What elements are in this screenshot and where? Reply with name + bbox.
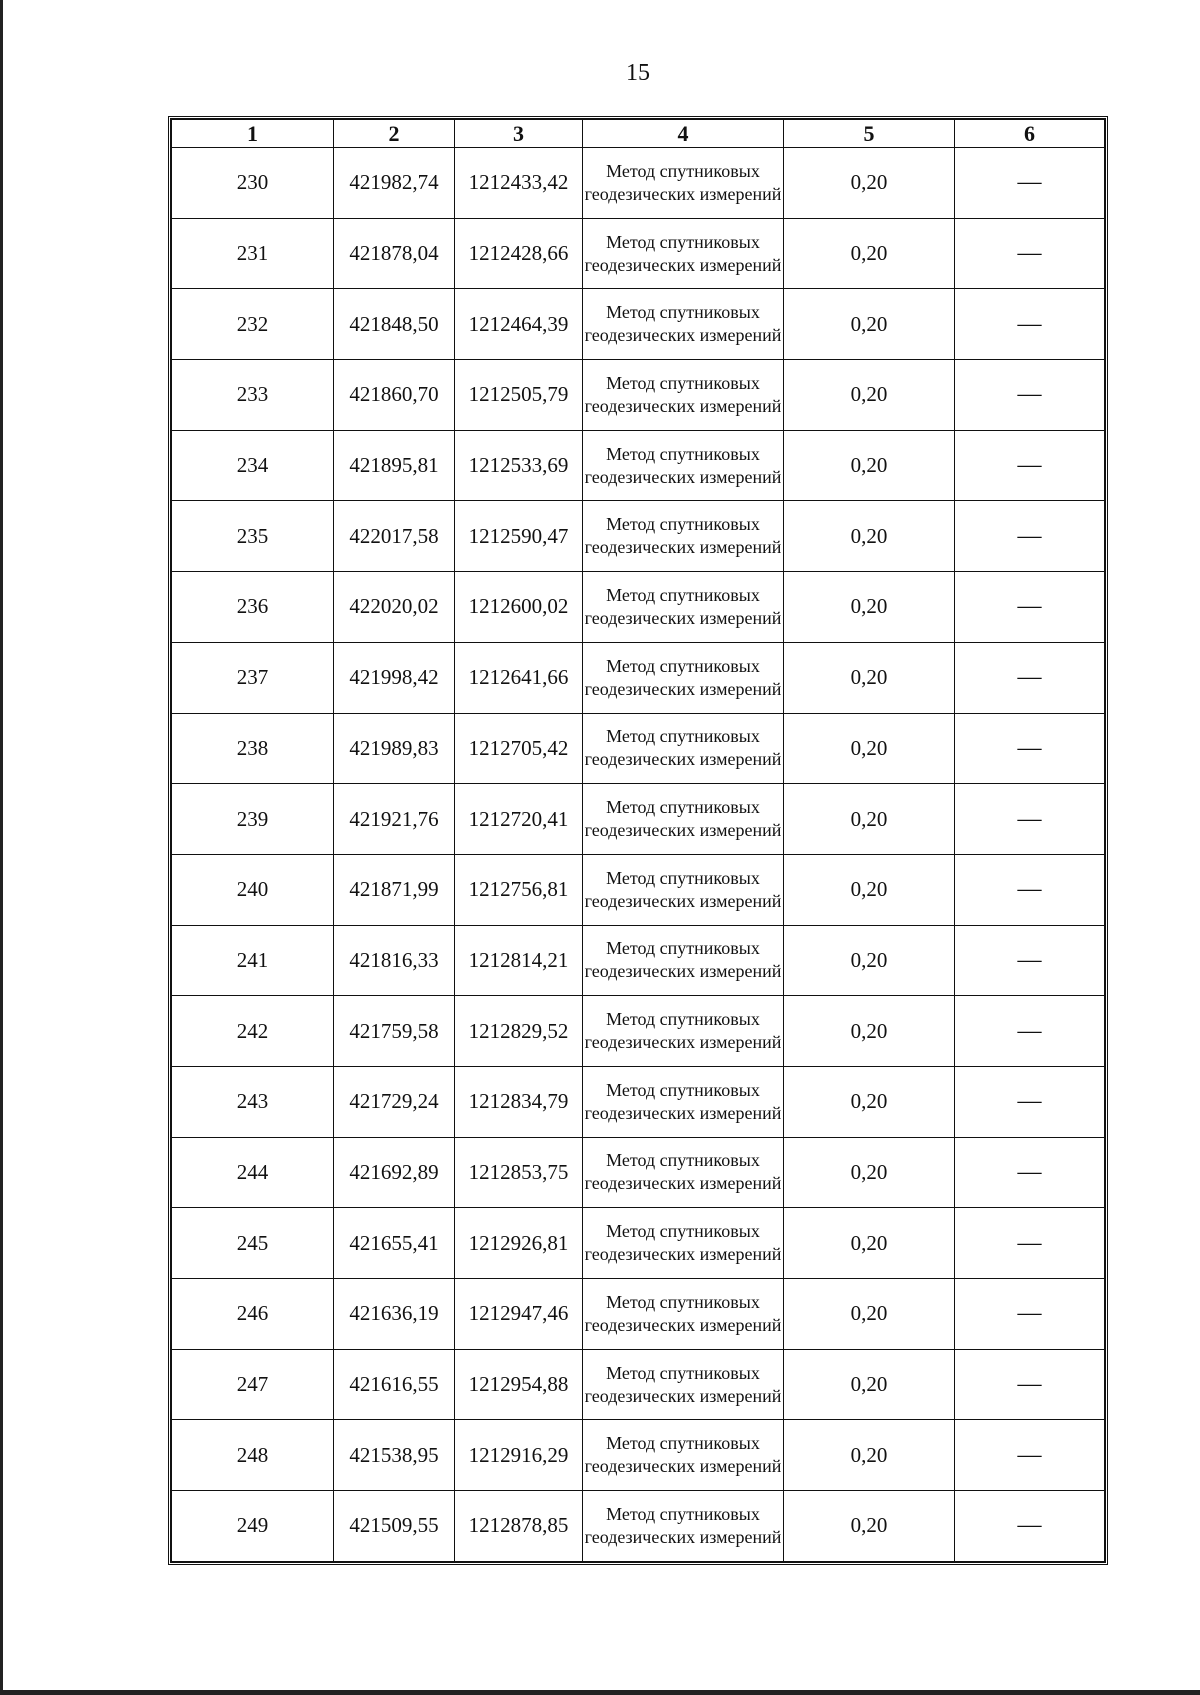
cell-coordinate-y: 1212878,85 bbox=[455, 1491, 583, 1562]
cell-point-number: 243 bbox=[172, 1066, 334, 1137]
cell-coordinate-x: 421509,55 bbox=[334, 1491, 455, 1562]
cell-accuracy: 0,20 bbox=[784, 1279, 955, 1350]
table-row bbox=[172, 572, 1105, 643]
cell-point-number: 241 bbox=[172, 925, 334, 996]
cell-note: — bbox=[955, 1420, 1105, 1491]
cell-accuracy: 0,20 bbox=[784, 289, 955, 360]
cell-accuracy: 0,20 bbox=[784, 360, 955, 431]
table-row bbox=[172, 218, 1105, 289]
cell-method: Метод спутниковых геодезических измерений bbox=[583, 1491, 784, 1562]
column-header-2: 2 bbox=[334, 120, 455, 148]
cell-accuracy: 0,20 bbox=[784, 501, 955, 572]
cell-accuracy: 0,20 bbox=[784, 218, 955, 289]
cell-coordinate-y: 1212756,81 bbox=[455, 854, 583, 925]
cell-coordinate-x: 421538,95 bbox=[334, 1420, 455, 1491]
table-row bbox=[172, 148, 1105, 219]
cell-note: — bbox=[955, 1208, 1105, 1279]
column-header-5: 5 bbox=[784, 120, 955, 148]
cell-coordinate-x: 421655,41 bbox=[334, 1208, 455, 1279]
cell-point-number: 244 bbox=[172, 1137, 334, 1208]
cell-coordinate-x: 421692,89 bbox=[334, 1137, 455, 1208]
cell-point-number: 239 bbox=[172, 784, 334, 855]
table-row bbox=[172, 1491, 1105, 1562]
cell-accuracy: 0,20 bbox=[784, 713, 955, 784]
cell-coordinate-x: 422017,58 bbox=[334, 501, 455, 572]
cell-method: Метод спутниковых геодезических измерений bbox=[583, 1137, 784, 1208]
cell-note: — bbox=[955, 1137, 1105, 1208]
cell-note: — bbox=[955, 572, 1105, 643]
cell-note: — bbox=[955, 430, 1105, 501]
table-row bbox=[172, 360, 1105, 431]
cell-accuracy: 0,20 bbox=[784, 925, 955, 996]
cell-coordinate-y: 1212926,81 bbox=[455, 1208, 583, 1279]
cell-note: — bbox=[955, 642, 1105, 713]
cell-note: — bbox=[955, 1491, 1105, 1562]
coordinates-table bbox=[171, 119, 1105, 1562]
cell-method: Метод спутниковых геодезических измерений bbox=[583, 1420, 784, 1491]
cell-method: Метод спутниковых геодезических измерений bbox=[583, 1349, 784, 1420]
table-row bbox=[172, 289, 1105, 360]
cell-point-number: 238 bbox=[172, 713, 334, 784]
cell-accuracy: 0,20 bbox=[784, 1208, 955, 1279]
cell-coordinate-x: 421816,33 bbox=[334, 925, 455, 996]
cell-coordinate-x: 421982,74 bbox=[334, 148, 455, 219]
cell-point-number: 245 bbox=[172, 1208, 334, 1279]
cell-coordinate-y: 1212505,79 bbox=[455, 360, 583, 431]
cell-coordinate-y: 1212641,66 bbox=[455, 642, 583, 713]
cell-method: Метод спутниковых геодезических измерений bbox=[583, 925, 784, 996]
cell-note: — bbox=[955, 784, 1105, 855]
cell-point-number: 247 bbox=[172, 1349, 334, 1420]
table-row bbox=[172, 996, 1105, 1067]
cell-coordinate-y: 1212829,52 bbox=[455, 996, 583, 1067]
cell-point-number: 240 bbox=[172, 854, 334, 925]
table-row bbox=[172, 1066, 1105, 1137]
cell-coordinate-x: 421878,04 bbox=[334, 218, 455, 289]
coordinates-table-frame bbox=[168, 116, 1108, 1565]
table-row bbox=[172, 784, 1105, 855]
cell-method: Метод спутниковых геодезических измерений bbox=[583, 218, 784, 289]
cell-coordinate-y: 1212600,02 bbox=[455, 572, 583, 643]
cell-accuracy: 0,20 bbox=[784, 1137, 955, 1208]
cell-method: Метод спутниковых геодезических измерений bbox=[583, 854, 784, 925]
cell-note: — bbox=[955, 1279, 1105, 1350]
cell-method: Метод спутниковых геодезических измерений bbox=[583, 1208, 784, 1279]
column-header-4: 4 bbox=[583, 120, 784, 148]
cell-coordinate-y: 1212916,29 bbox=[455, 1420, 583, 1491]
cell-method: Метод спутниковых геодезических измерений bbox=[583, 289, 784, 360]
table-row bbox=[172, 1208, 1105, 1279]
cell-coordinate-y: 1212834,79 bbox=[455, 1066, 583, 1137]
column-header-1: 1 bbox=[172, 120, 334, 148]
table-row bbox=[172, 1420, 1105, 1491]
cell-method: Метод спутниковых геодезических измерений bbox=[583, 1066, 784, 1137]
cell-accuracy: 0,20 bbox=[784, 854, 955, 925]
cell-coordinate-y: 1212428,66 bbox=[455, 218, 583, 289]
cell-method: Метод спутниковых геодезических измерений bbox=[583, 572, 784, 643]
cell-coordinate-x: 421759,58 bbox=[334, 996, 455, 1067]
table-body bbox=[172, 148, 1105, 1562]
cell-coordinate-x: 421616,55 bbox=[334, 1349, 455, 1420]
cell-accuracy: 0,20 bbox=[784, 1491, 955, 1562]
cell-coordinate-y: 1212533,69 bbox=[455, 430, 583, 501]
cell-point-number: 235 bbox=[172, 501, 334, 572]
column-header-6: 6 bbox=[955, 120, 1105, 148]
cell-coordinate-y: 1212433,42 bbox=[455, 148, 583, 219]
cell-point-number: 232 bbox=[172, 289, 334, 360]
cell-accuracy: 0,20 bbox=[784, 642, 955, 713]
cell-coordinate-x: 421860,70 bbox=[334, 360, 455, 431]
table-row bbox=[172, 430, 1105, 501]
cell-coordinate-y: 1212464,39 bbox=[455, 289, 583, 360]
cell-accuracy: 0,20 bbox=[784, 784, 955, 855]
scan-edge-left bbox=[0, 0, 3, 1695]
cell-coordinate-y: 1212814,21 bbox=[455, 925, 583, 996]
cell-note: — bbox=[955, 925, 1105, 996]
cell-coordinate-x: 421848,50 bbox=[334, 289, 455, 360]
cell-method: Метод спутниковых геодезических измерений bbox=[583, 713, 784, 784]
header-row bbox=[172, 120, 1105, 148]
table-row bbox=[172, 1349, 1105, 1420]
cell-method: Метод спутниковых геодезических измерений bbox=[583, 996, 784, 1067]
table-row bbox=[172, 501, 1105, 572]
cell-point-number: 236 bbox=[172, 572, 334, 643]
cell-point-number: 234 bbox=[172, 430, 334, 501]
table-row bbox=[172, 1137, 1105, 1208]
cell-method: Метод спутниковых геодезических измерений bbox=[583, 1279, 784, 1350]
cell-point-number: 242 bbox=[172, 996, 334, 1067]
cell-coordinate-x: 421921,76 bbox=[334, 784, 455, 855]
cell-accuracy: 0,20 bbox=[784, 572, 955, 643]
cell-note: — bbox=[955, 996, 1105, 1067]
cell-method: Метод спутниковых геодезических измерений bbox=[583, 430, 784, 501]
cell-point-number: 230 bbox=[172, 148, 334, 219]
cell-point-number: 237 bbox=[172, 642, 334, 713]
cell-coordinate-y: 1212590,47 bbox=[455, 501, 583, 572]
cell-coordinate-y: 1212705,42 bbox=[455, 713, 583, 784]
cell-method: Метод спутниковых геодезических измерений bbox=[583, 360, 784, 431]
cell-accuracy: 0,20 bbox=[784, 1420, 955, 1491]
cell-coordinate-y: 1212853,75 bbox=[455, 1137, 583, 1208]
cell-coordinate-x: 421636,19 bbox=[334, 1279, 455, 1350]
cell-note: — bbox=[955, 148, 1105, 219]
cell-point-number: 246 bbox=[172, 1279, 334, 1350]
cell-coordinate-y: 1212720,41 bbox=[455, 784, 583, 855]
cell-coordinate-x: 421895,81 bbox=[334, 430, 455, 501]
cell-accuracy: 0,20 bbox=[784, 430, 955, 501]
cell-accuracy: 0,20 bbox=[784, 996, 955, 1067]
cell-note: — bbox=[955, 501, 1105, 572]
cell-note: — bbox=[955, 1349, 1105, 1420]
cell-method: Метод спутниковых геодезических измерений bbox=[583, 501, 784, 572]
cell-point-number: 249 bbox=[172, 1491, 334, 1562]
cell-accuracy: 0,20 bbox=[784, 1349, 955, 1420]
cell-note: — bbox=[955, 854, 1105, 925]
cell-coordinate-x: 422020,02 bbox=[334, 572, 455, 643]
cell-accuracy: 0,20 bbox=[784, 1066, 955, 1137]
cell-method: Метод спутниковых геодезических измерений bbox=[583, 784, 784, 855]
cell-accuracy: 0,20 bbox=[784, 148, 955, 219]
cell-coordinate-y: 1212954,88 bbox=[455, 1349, 583, 1420]
cell-note: — bbox=[955, 713, 1105, 784]
table-row bbox=[172, 642, 1105, 713]
cell-coordinate-x: 421998,42 bbox=[334, 642, 455, 713]
cell-point-number: 248 bbox=[172, 1420, 334, 1491]
cell-note: — bbox=[955, 218, 1105, 289]
table-row bbox=[172, 1279, 1105, 1350]
cell-note: — bbox=[955, 289, 1105, 360]
scan-edge-bottom bbox=[0, 1690, 1200, 1695]
cell-note: — bbox=[955, 360, 1105, 431]
table-row bbox=[172, 854, 1105, 925]
cell-point-number: 231 bbox=[172, 218, 334, 289]
cell-note: — bbox=[955, 1066, 1105, 1137]
cell-coordinate-x: 421989,83 bbox=[334, 713, 455, 784]
table-row bbox=[172, 925, 1105, 996]
cell-point-number: 233 bbox=[172, 360, 334, 431]
cell-coordinate-x: 421729,24 bbox=[334, 1066, 455, 1137]
page-number: 15 bbox=[626, 60, 650, 86]
cell-coordinate-x: 421871,99 bbox=[334, 854, 455, 925]
column-header-3: 3 bbox=[455, 120, 583, 148]
table-row bbox=[172, 713, 1105, 784]
cell-method: Метод спутниковых геодезических измерений bbox=[583, 148, 784, 219]
cell-method: Метод спутниковых геодезических измерений bbox=[583, 642, 784, 713]
cell-coordinate-y: 1212947,46 bbox=[455, 1279, 583, 1350]
